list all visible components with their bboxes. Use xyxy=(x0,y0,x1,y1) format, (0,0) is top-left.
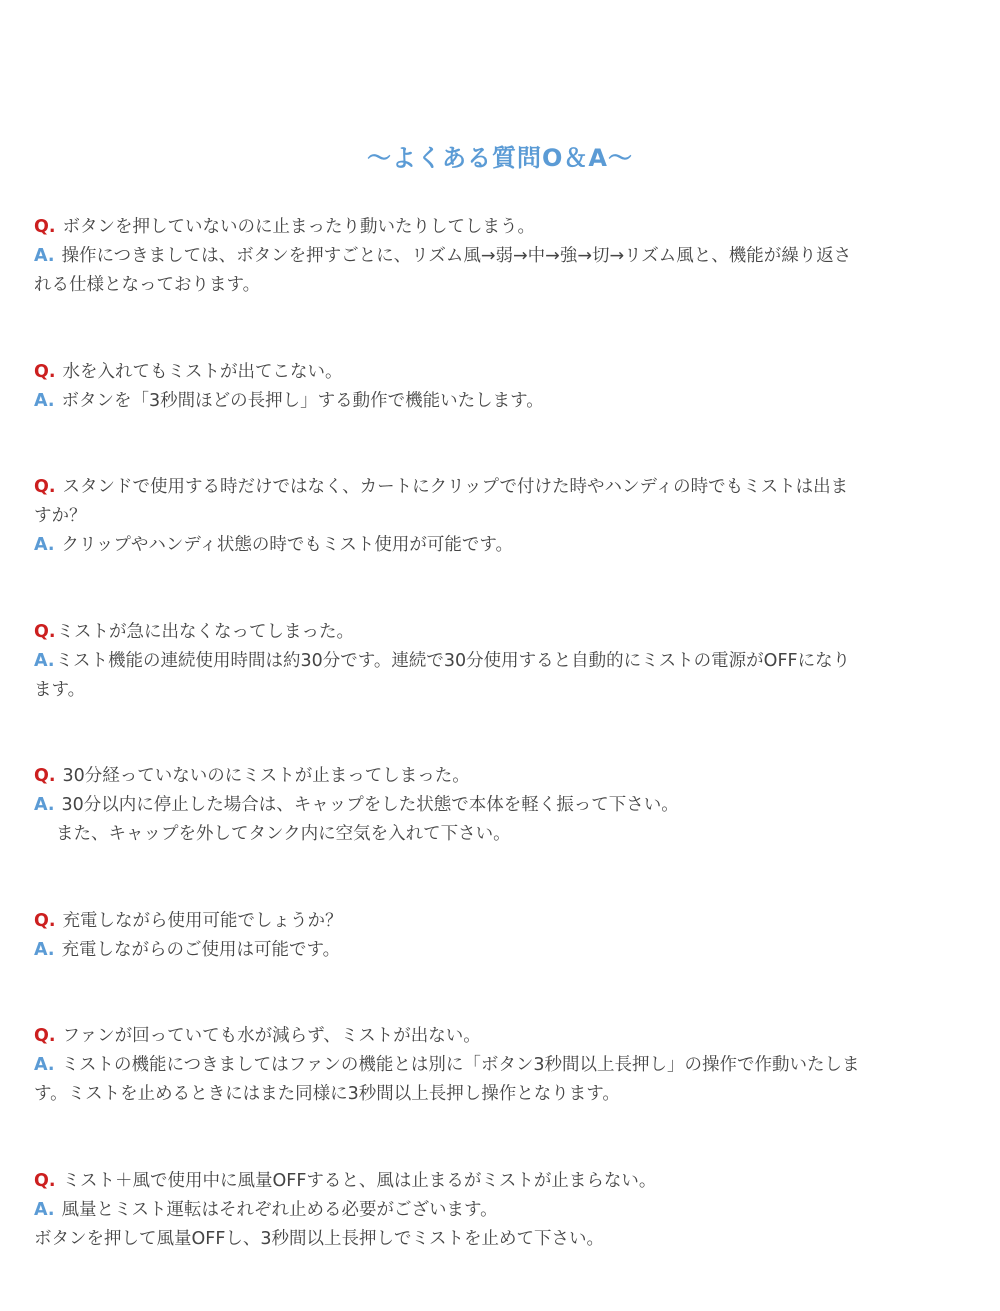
answer-text: 充電しながらのご使用は可能です。 xyxy=(61,939,341,960)
faq-item xyxy=(34,907,964,965)
answer-line xyxy=(34,271,964,300)
answer-marker: A. xyxy=(34,795,55,815)
question-text: ボタンを押していないのに止まったり動いたりしてしまう。 xyxy=(62,217,536,237)
question-text: 充電しながら使用可能でしょうか？ xyxy=(62,910,343,931)
question-line xyxy=(34,1167,964,1196)
answer-text: また、キャップを外してタンク内に空気を入れて下さい。 xyxy=(56,824,511,844)
answer-line xyxy=(34,647,964,676)
question-marker: Q. xyxy=(34,1170,56,1191)
question-text: ミストが急に出なくなってしまった。 xyxy=(56,621,355,642)
question-text: ファンが回っていても水が減らず、ミストが出ない。 xyxy=(62,1026,481,1046)
answer-text: ます。 xyxy=(34,679,86,700)
question-marker: Q. xyxy=(34,217,56,237)
question-marker: Q. xyxy=(34,477,56,497)
answer-text: ボタンを押して風量OFFし、3秒間以上長押しでミストを止めて下さい。 xyxy=(34,1228,605,1249)
faq-item xyxy=(34,473,964,560)
answer-text: 操作につきましては、ボタンを押すごとに、リズム風→弱→中→強→切→リズム風と、機能が繰り返さ xyxy=(61,246,852,266)
question-line xyxy=(34,358,964,387)
question-marker: Q. xyxy=(34,1026,56,1046)
answer-line xyxy=(34,791,964,820)
answer-text: れる仕様となっております。 xyxy=(34,275,261,295)
question-line xyxy=(34,618,964,647)
question-line xyxy=(34,907,964,936)
faq-item xyxy=(34,618,964,705)
question-line xyxy=(34,473,964,502)
question-marker: Q. xyxy=(34,361,56,382)
faq-item xyxy=(34,762,964,849)
question-text: 水を入れてもミストが出てこない。 xyxy=(62,361,343,382)
faq-item xyxy=(34,358,964,416)
answer-line xyxy=(34,936,964,965)
answer-line xyxy=(34,1080,964,1109)
answer-text: 風量とミスト運転はそれぞれ止める必要がございます。 xyxy=(61,1199,498,1220)
question-line xyxy=(34,213,964,242)
answer-marker: A. xyxy=(34,246,55,266)
answer-text: ミスト機能の連続使用時間は約30分です。連続で30分使用すると自動的にミストの電源がOFFになり xyxy=(55,650,851,671)
question-text: スタンドで使用する時だけではなく、カートにクリップで付けた時やハンディの時でもミストは出ま xyxy=(62,477,849,497)
question-marker: Q. xyxy=(34,621,56,642)
answer-line xyxy=(34,531,964,560)
question-line xyxy=(34,762,964,791)
question-line xyxy=(34,1022,964,1051)
answer-marker: A. xyxy=(34,390,55,411)
faq-item xyxy=(34,1167,964,1254)
faq-item xyxy=(34,213,964,300)
answer-text: ボタンを「3秒間ほどの長押し」する動作で機能いたします。 xyxy=(61,390,544,411)
page-title: ～よくある質問O＆A～ xyxy=(367,144,633,172)
answer-text: ミストの機能につきましてはファンの機能とは別に「ボタン3秒間以上長押し」の操作で作動いたしま xyxy=(61,1055,860,1075)
question-line xyxy=(34,502,964,531)
answer-line xyxy=(34,1051,964,1080)
answer-marker: A. xyxy=(34,939,55,960)
answer-line xyxy=(34,676,964,705)
answer-line xyxy=(34,242,964,271)
faq-item xyxy=(34,1022,964,1109)
answer-text: 30分以内に停止した場合は、キャップをした状態で本体を軽く振って下さい。 xyxy=(61,795,679,815)
question-text: ミスト＋風で使用中に風量OFFすると、風は止まるがミストが止まらない。 xyxy=(62,1170,657,1191)
answer-line xyxy=(34,1225,964,1254)
answer-text: す。ミストを止めるときにはまた同様に3秒間以上長押し操作となります。 xyxy=(34,1084,620,1104)
answer-line xyxy=(34,1196,964,1225)
faq-list xyxy=(34,213,964,1311)
answer-marker: A. xyxy=(34,1199,55,1220)
answer-line xyxy=(34,820,964,849)
question-text: すか？ xyxy=(34,506,87,526)
question-text: 30分経っていないのにミストが止まってしまった。 xyxy=(62,766,470,786)
answer-marker: A. xyxy=(34,650,55,671)
question-marker: Q. xyxy=(34,766,56,786)
answer-marker: A. xyxy=(34,535,55,555)
answer-line xyxy=(34,387,964,416)
answer-marker: A. xyxy=(34,1055,55,1075)
question-marker: Q. xyxy=(34,910,56,931)
answer-text: クリップやハンディ状態の時でもミスト使用が可能です。 xyxy=(61,535,514,555)
